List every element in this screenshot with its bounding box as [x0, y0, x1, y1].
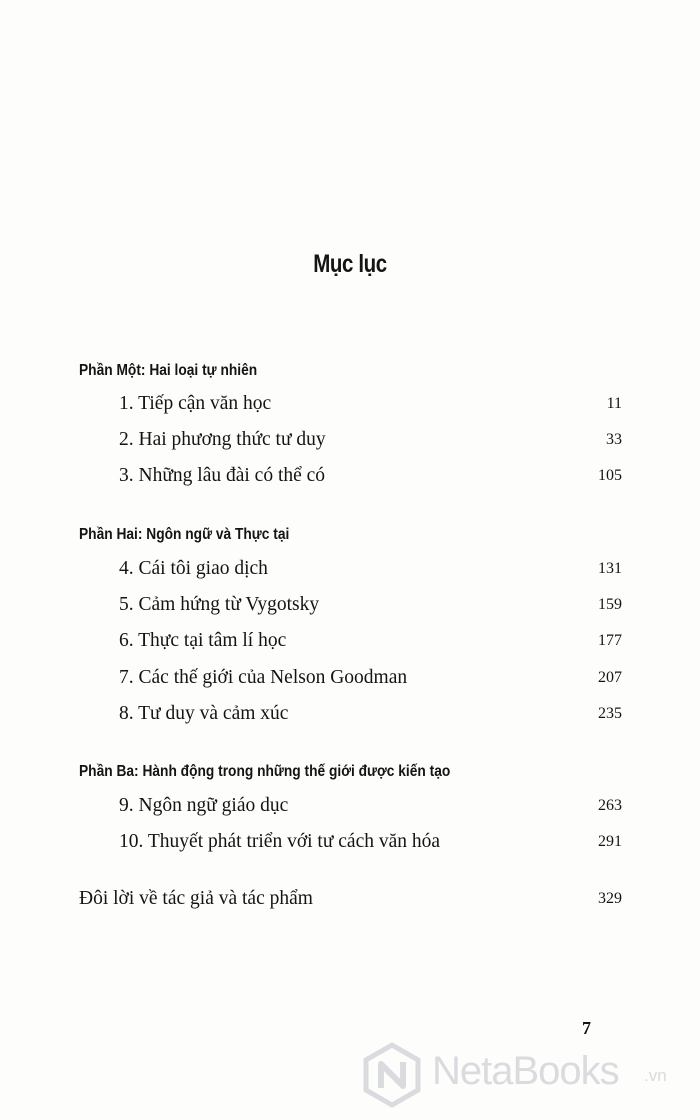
toc-entry-page: 105 — [598, 467, 622, 484]
toc-entry-page: 207 — [598, 669, 622, 686]
toc-entry — [0, 703, 700, 727]
toc-entry-afterword — [0, 888, 700, 912]
watermark — [362, 1040, 692, 1110]
toc-entry-page: 131 — [598, 560, 622, 577]
toc-entry — [0, 465, 700, 489]
toc-entry-page: 177 — [598, 632, 622, 649]
toc-entry-page: 263 — [598, 797, 622, 814]
toc-entry-page: 291 — [598, 833, 622, 850]
toc-entry — [0, 795, 700, 819]
toc-entry — [0, 831, 700, 855]
toc-entry — [0, 393, 700, 417]
toc-entry-label: 10. Thuyết phát triển với tư cách văn hóa — [119, 831, 441, 852]
netabooks-logo-icon — [362, 1042, 422, 1108]
toc-entry-label: 4. Cái tôi giao dịch — [119, 558, 268, 579]
page-title: Mục lục — [313, 250, 387, 278]
toc-entry-label: 5. Cảm hứng từ Vygotsky — [119, 594, 320, 615]
part-heading-1: Phần Một: Hai loại tự nhiên — [79, 362, 258, 379]
page-number: 7 — [582, 1018, 591, 1038]
toc-entry-label: 3. Những lâu đài có thể có — [119, 465, 326, 486]
toc-entry — [0, 667, 700, 691]
toc-entry-page: 11 — [606, 395, 622, 412]
toc-entry — [0, 429, 700, 453]
toc-entry-label: Đôi lời về tác giả và tác phẩm — [79, 888, 313, 909]
toc-entry-label: 8. Tư duy và cảm xúc — [119, 703, 289, 724]
toc-entry-label: 9. Ngôn ngữ giáo dục — [119, 795, 289, 816]
toc-entry — [0, 594, 700, 618]
watermark-brand: NetaBooks — [432, 1049, 619, 1093]
toc-entry-label: 7. Các thế giới của Nelson Goodman — [119, 667, 408, 688]
watermark-suffix: .vn — [644, 1066, 667, 1085]
toc-entry — [0, 630, 700, 654]
toc-entry-label: 2. Hai phương thức tư duy — [119, 429, 326, 450]
toc-entry-page: 33 — [606, 431, 622, 448]
toc-entry-page: 159 — [598, 596, 622, 613]
toc-entry-page: 235 — [598, 705, 622, 722]
toc-entry-label: 6. Thực tại tâm lí học — [119, 630, 287, 651]
toc-entry-label: 1. Tiếp cận văn học — [119, 393, 272, 414]
part-heading-3: Phần Ba: Hành động trong những thế giới được kiến tạo — [79, 763, 451, 780]
toc-entry — [0, 558, 700, 582]
part-heading-2: Phần Hai: Ngôn ngữ và Thực tại — [79, 526, 290, 543]
toc-entry-page: 329 — [598, 890, 622, 907]
